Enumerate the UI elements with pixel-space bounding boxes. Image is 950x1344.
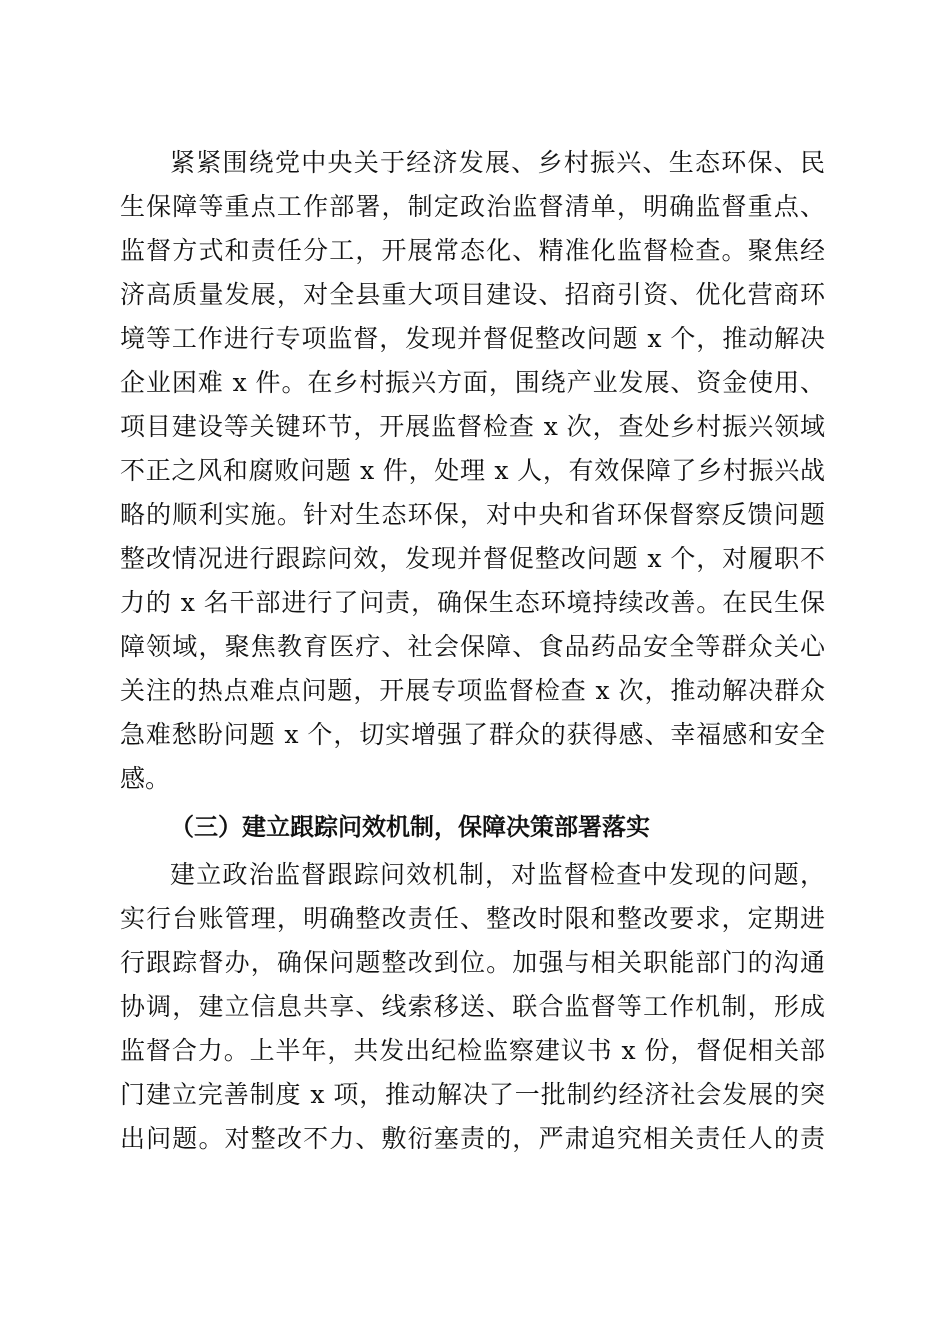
paragraph-1-line: 监督方式和责任分工，开展常态化、精准化监督检查。聚焦经 [120,236,825,265]
paragraph-1-line: 济高质量发展，对全县重大项目建设、招商引资、优化营商环 [120,280,825,309]
paragraph-2-line: 门建立完善制度 x 项，推动解决了一批制约经济社会发展的突 [120,1080,825,1109]
paragraph-2-line: 行跟踪督办，确保问题整改到位。加强与相关职能部门的沟通 [120,948,825,977]
paragraph-2-line: 监督合力。上半年，共发出纪检监察建议书 x 份，督促相关部 [120,1036,825,1065]
paragraph-1-line: 生保障等重点工作部署，制定政治监督清单，明确监督重点、 [120,192,825,221]
paragraph-1-line: 关注的热点难点问题，开展专项监督检查 x 次，推动解决群众 [120,676,825,705]
paragraph-2-line: 实行台账管理，明确整改责任、整改时限和整改要求，定期进 [120,904,825,933]
paragraph-1-line: 紧紧围绕党中央关于经济发展、乡村振兴、生态环保、民 [170,148,825,177]
paragraph-1-line: 项目建设等关键环节，开展监督检查 x 次，查处乡村振兴领域 [120,412,825,441]
paragraph-1-line: 整改情况进行跟踪问效，发现并督促整改问题 x 个，对履职不 [120,544,825,573]
paragraph-1-line: 障领域，聚焦教育医疗、社会保障、食品药品安全等群众关心 [120,632,825,661]
paragraph-1-line: 感。 [120,764,171,793]
paragraph-2-line: 建立政治监督跟踪问效机制，对监督检查中发现的问题， [170,860,825,889]
section-heading-3: （三）建立跟踪问效机制，保障决策部署落实 [170,813,650,841]
paragraph-1-line: 略的顺利实施。针对生态环保，对中央和省环保督察反馈问题 [120,500,825,529]
paragraph-1-line: 境等工作进行专项监督，发现并督促整改问题 x 个，推动解决 [120,324,825,353]
paragraph-1-line: 急难愁盼问题 x 个，切实增强了群众的获得感、幸福感和安全 [120,720,825,749]
paragraph-1-line: 企业困难 x 件。在乡村振兴方面，围绕产业发展、资金使用、 [120,368,825,397]
paragraph-1-line: 不正之风和腐败问题 x 件，处理 x 人，有效保障了乡村振兴战 [120,456,825,485]
paragraph-1-line: 力的 x 名干部进行了问责，确保生态环境持续改善。在民生保 [120,588,825,617]
paragraph-2-line: 协调，建立信息共享、线索移送、联合监督等工作机制，形成 [120,992,825,1021]
paragraph-2-line: 出问题。对整改不力、敷衍塞责的，严肃追究相关责任人的责 [120,1124,825,1153]
